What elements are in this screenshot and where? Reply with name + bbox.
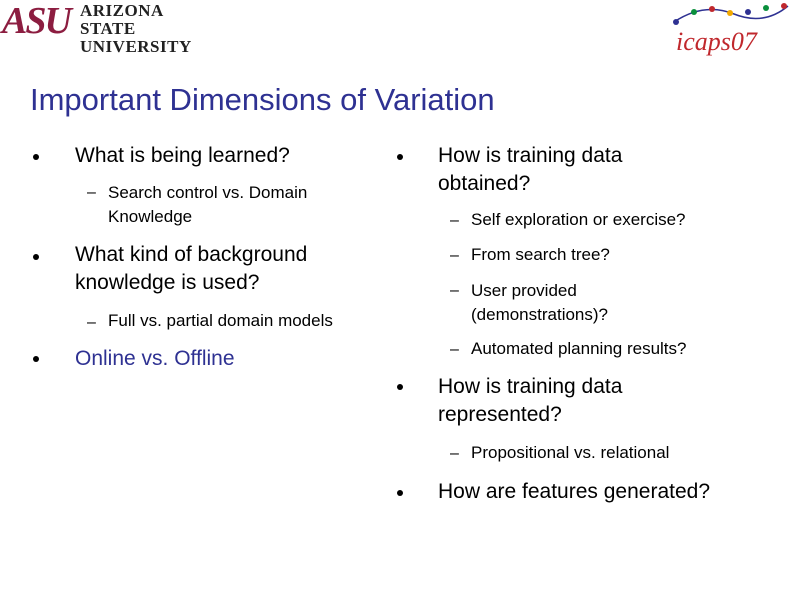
sub-dash: – (450, 212, 459, 229)
right-sub-1-1: Self exploration or exercise? (471, 210, 686, 229)
slide-title: Important Dimensions of Variation (30, 82, 495, 117)
right-sub-1-3: User provided (demonstrations)? (471, 281, 609, 324)
asu-wordmark-line2: UNIVERSITY (80, 37, 192, 56)
asu-wordmark-line1: ARIZONA STATE (80, 1, 163, 38)
right-bullet-1: How is training data obtained? (438, 144, 623, 195)
bullet-dot (33, 254, 39, 260)
asu-mark: ASU (2, 0, 70, 42)
sub-dash: – (450, 445, 459, 462)
bullet-dot (397, 384, 403, 390)
right-bullet-2: How is training data represented? (438, 375, 623, 426)
bullet-dot (397, 154, 403, 160)
asu-logo (0, 0, 200, 56)
sub-dash: – (450, 247, 459, 264)
asu-wordmark (80, 2, 200, 56)
bullet-dot (33, 356, 39, 362)
bullet-dot (397, 490, 403, 496)
sub-dash: – (87, 184, 96, 201)
left-bullet-3: Online vs. Offline (75, 347, 235, 370)
sub-dash: – (450, 341, 459, 358)
bullet-dot (33, 154, 39, 160)
sub-dash: – (450, 282, 459, 299)
right-bullet-3: How are features generated? (438, 480, 711, 503)
left-bullet-1: What is being learned? (75, 144, 290, 167)
icaps-logo-text: icaps07 (676, 27, 757, 56)
right-sub-1-4: Automated planning results? (471, 339, 687, 358)
sub-dash: – (87, 314, 96, 331)
left-bullet-2: What kind of background knowledge is used? (75, 243, 308, 294)
left-sub-2-1: Full vs. partial domain models (108, 311, 333, 330)
left-sub-1-1: Search control vs. Domain Knowledge (108, 183, 308, 226)
right-sub-2-1: Propositional vs. relational (471, 443, 670, 462)
right-sub-1-2: From search tree? (471, 245, 610, 264)
icaps-logo (664, 0, 792, 56)
